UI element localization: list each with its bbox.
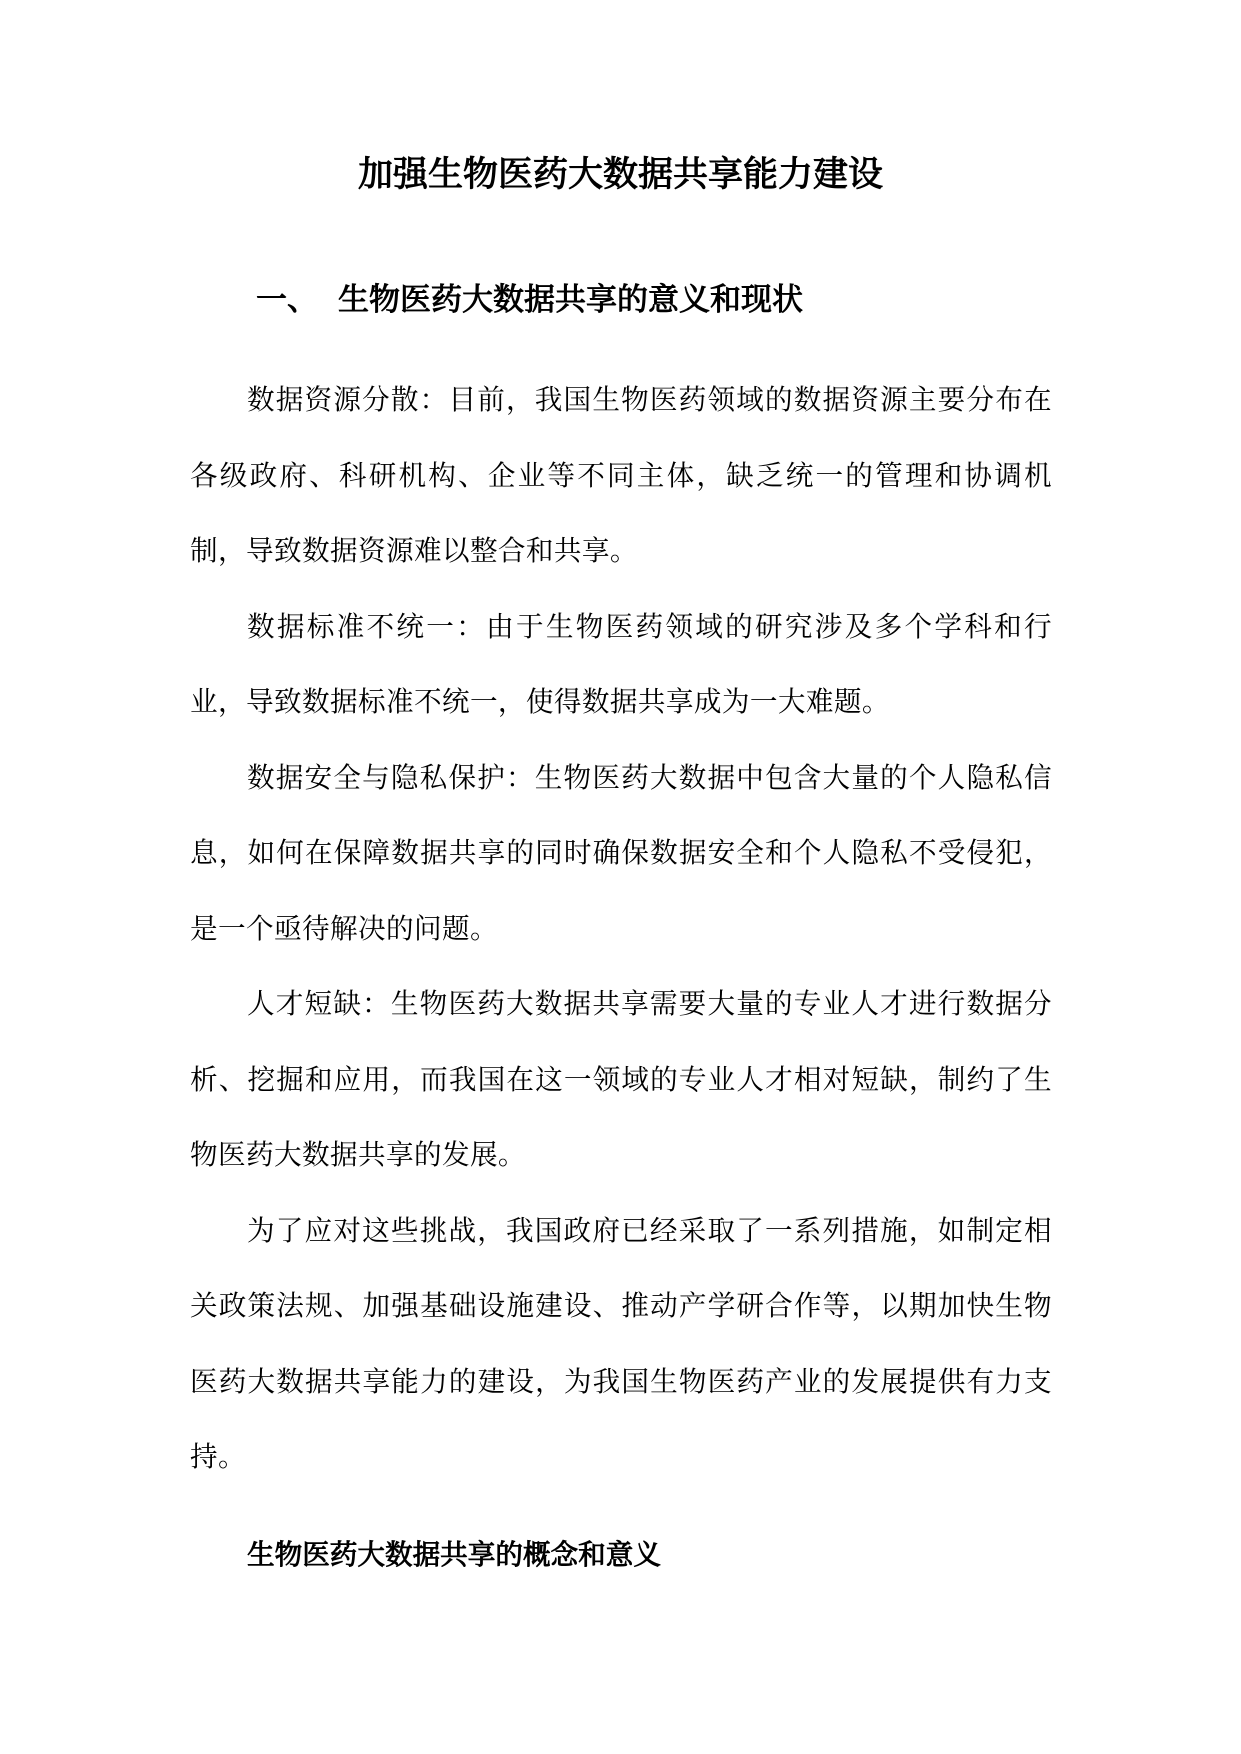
sub-heading: 生物医药大数据共享的概念和意义 — [247, 1538, 661, 1571]
section-number: 一、 — [256, 282, 318, 318]
paragraph-government-measures: 为了应对这些挑战，我国政府已经采取了一系列措施，如制定相关政策法规、加强基础设施建设、推动产学研合作等，以期加快生物医药大数据共享能力的建设，为我国生物医药产业的发展提供有力支持。 — [190, 1213, 1052, 1473]
paragraph-data-dispersion: 数据资源分散：目前，我国生物医药领域的数据资源主要分布在各级政府、科研机构、企业等不同主体，缺乏统一的管理和协调机制，导致数据资源难以整合和共享。 — [190, 383, 1052, 567]
body-text — [190, 362, 1052, 1495]
section-heading — [256, 278, 803, 322]
paragraph-data-security: 数据安全与隐私保护：生物医药大数据中包含大量的个人隐私信息，如何在保障数据共享的同时确保数据安全和个人隐私不受侵犯，是一个亟待解决的问题。 — [190, 760, 1052, 945]
paragraph-talent-shortage: 人才短缺：生物医药大数据共享需要大量的专业人才进行数据分析、挖掘和应用，而我国在这一领域的专业人才相对短缺，制约了生物医药大数据共享的发展。 — [190, 987, 1052, 1171]
document-title: 加强生物医药大数据共享能力建设 — [357, 154, 883, 195]
section-heading-text: 生物医药大数据共享的意义和现状 — [338, 282, 803, 318]
paragraph-data-standards: 数据标准不统一：由于生物医药领域的研究涉及多个学科和行业，导致数据标准不统一，使得数据共享成为一大难题。 — [190, 609, 1052, 718]
